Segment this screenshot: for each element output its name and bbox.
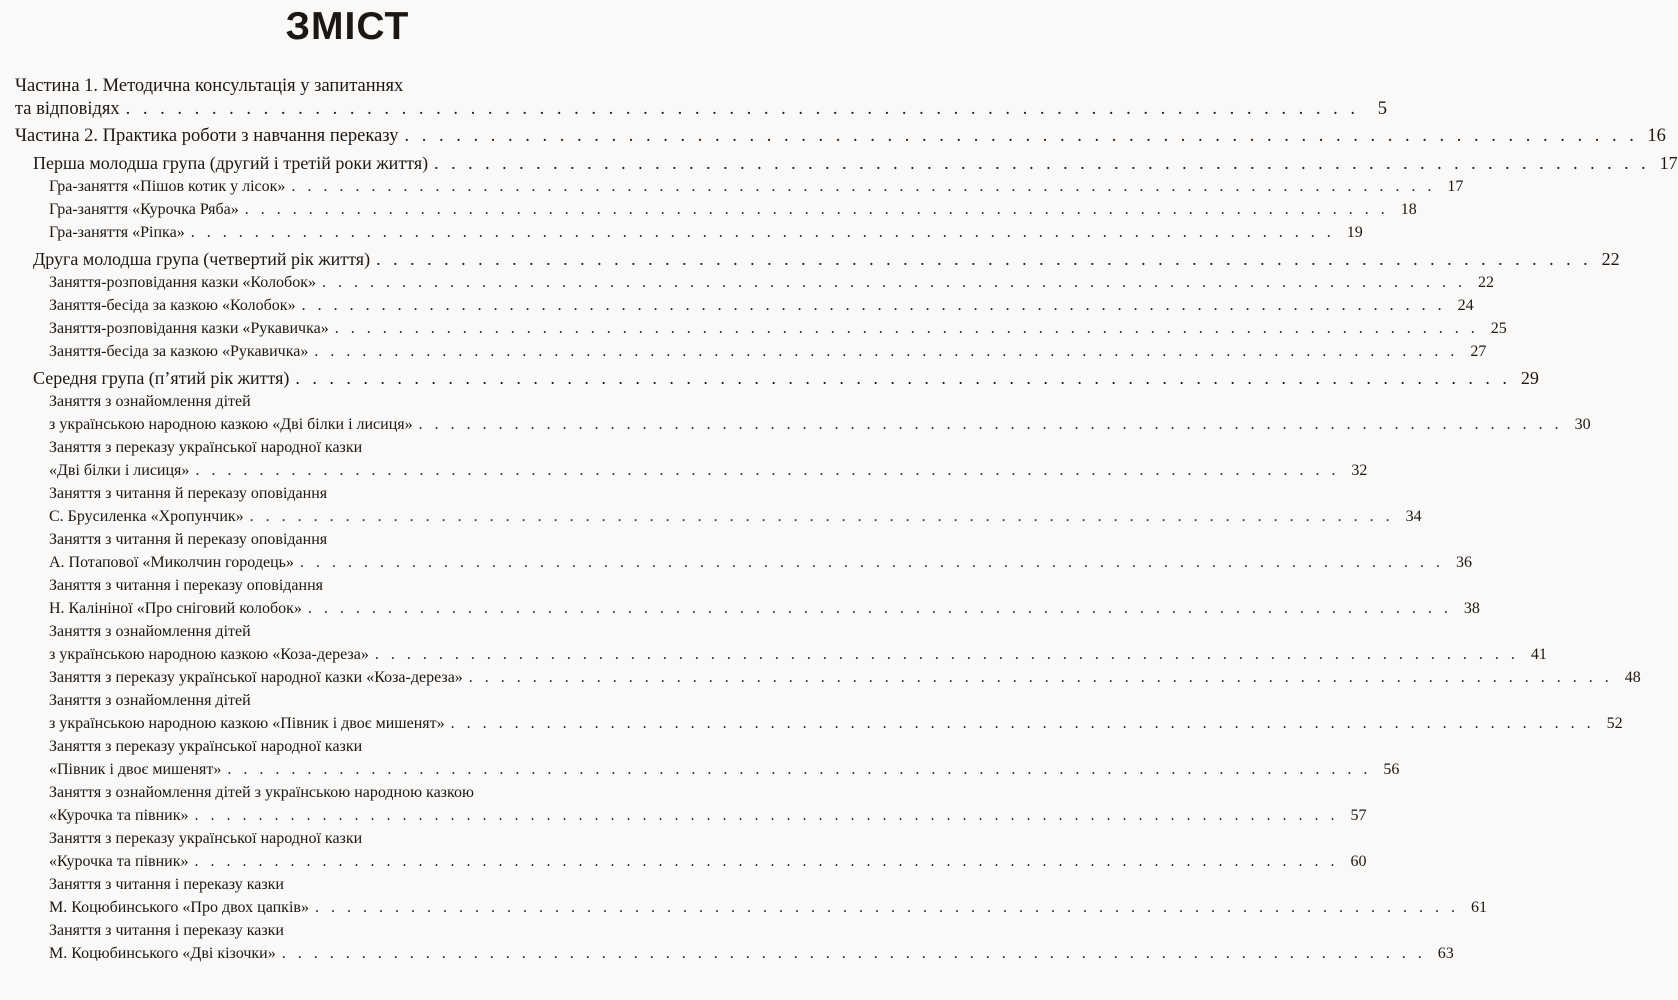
toc-entry (0, 175, 1464, 198)
toc-entry-title: Частина 2. Практика роботи з навчання переказу (15, 126, 399, 146)
toc-line (0, 643, 1547, 666)
toc-line (0, 873, 695, 896)
dot-leader: . . . . . . . . . . . . . . . . . . . . . . . . . . . . . . . . . . . . . . . . . . . . . . . . . . . . . . . . . . . . . . . . . . . . . . . . (301, 297, 1446, 314)
toc-entry-title: Заняття-розповідання казки «Рукавичка» (49, 320, 329, 337)
toc-entry-title: Заняття з читання і переказу казки (49, 876, 284, 893)
toc-line (0, 781, 695, 804)
toc-entry-title: Заняття з переказу української народної казки «Коза-дереза» (49, 669, 463, 686)
toc-page-number: 30 (1574, 416, 1591, 433)
toc-line (0, 221, 1363, 244)
toc-line (0, 827, 695, 850)
toc-line (0, 505, 1422, 528)
toc-entry-title: Гра-заняття «Ріпка» (49, 224, 185, 241)
page-title: ЗМІСТ (285, 5, 410, 48)
toc-entry-title: Частина 1. Методична консультація у запитаннях (15, 76, 404, 96)
dot-leader: . . . . . . . . . . . . . . . . . . . . . . . . . . . . . . . . . . . . . . . . . . . . . . . . . . . . . . . . . . . . . . . . . . . . . . . . (374, 646, 1519, 663)
toc-line (0, 436, 695, 459)
toc-entry (0, 367, 1539, 390)
toc-line (0, 919, 695, 942)
toc-entry-title: «Курочка та півник» (49, 853, 189, 870)
toc-page-number: 16 (1647, 126, 1666, 146)
toc-page-number: 41 (1530, 646, 1547, 663)
toc-line (0, 758, 1400, 781)
toc-entry (0, 689, 1623, 735)
toc-entry (0, 317, 1507, 340)
toc-entry-title: Заняття з читання й переказу оповідання (49, 485, 328, 502)
toc-entry-title: Перша молодша група (другий і третій роки життя) (33, 153, 429, 173)
toc-entry-title: з українською народною казкою «Дві білки і лисиця» (49, 416, 413, 433)
toc-line (0, 620, 695, 643)
toc-entry (0, 390, 1591, 436)
toc-line (0, 574, 695, 597)
toc-line (0, 850, 1367, 873)
toc-entry-title: з українською народною казкою «Коза-дереза» (49, 646, 369, 663)
toc-entry-title: Заняття з ознайомлення дітей (49, 623, 251, 640)
toc-entry-title: Гра-заняття «Пішов котик у лісок» (49, 178, 286, 195)
dot-leader: . . . . . . . . . . . . . . . . . . . . . . . . . . . . . . . . . . . . . . . . . . . . . . . . . . . . . . . . . . . . . . . . . . . . . . . . (418, 416, 1563, 433)
dot-leader: . . . . . . . . . . . . . . . . . . . . . . . . . . . . . . . . . . . . . . . . . . . . . . . . . . . . . . . . . . . . . . . . . . . . . . . . (321, 274, 1466, 291)
toc-page-number: 25 (1490, 320, 1507, 337)
toc-entry-title: Заняття з ознайомлення дітей (49, 393, 251, 410)
dot-leader: . . . . . . . . . . . . . . . . . . . . . . . . . . . . . . . . . . . . . . . . . . . . . . . . . . . . . . . . . . . . . . . . . . . . . . . . (291, 178, 1436, 195)
toc-line (0, 413, 1591, 436)
toc-line (0, 551, 1472, 574)
toc-entry (0, 294, 1474, 317)
toc-line (0, 942, 1454, 965)
toc-entry (0, 271, 1494, 294)
dot-leader: . . . . . . . . . . . . . . . . . . . . . . . . . . . . . . . . . . . . . . . . . . . . . . . . . . . . . . . . . . . . . . . . . . . . . . . . (376, 249, 1592, 269)
toc-entry (0, 75, 1388, 121)
toc-page-number: 60 (1350, 853, 1367, 870)
toc-entry (0, 620, 1547, 666)
dot-leader: . . . . . . . . . . . . . . . . . . . . . . . . . . . . . . . . . . . . . . . . . . . . . . . . . . . . . . . . . . . . . . . . . . . . . . . . (227, 761, 1372, 778)
toc-line (0, 125, 1666, 148)
toc-line (0, 367, 1539, 390)
dot-leader: . . . . . . . . . . . . . . . . . . . . . . . . . . . . . . . . . . . . . . . . . . . . . . . . . . . . . . . . . . . . . . . . . . . . . . . . (314, 343, 1459, 360)
toc-entry (0, 873, 1487, 919)
dot-leader: . . . . . . . . . . . . . . . . . . . . . . . . . . . . . . . . . . . . . . . . . . . . . . . . . . . . . . . . . . . . . . . . . . . . . . . . (334, 320, 1479, 337)
dot-leader: . . . . . . . . . . . . . . . . . . . . . . . . . . . . . . . . . . . . . . . . . . . . . . . . . . . . . . . . . . . . . . . . . . . . . . . . (281, 945, 1426, 962)
dot-leader: . . . . . . . . . . . . . . . . . . . . . . . . . . . . . . . . . . . . . . . . . . . . . . . . . . . . . . . . . . . . . . . . . . . . . . . . (434, 153, 1650, 173)
toc-entry (0, 574, 1480, 620)
toc-line (0, 735, 695, 758)
toc-entry (0, 666, 1641, 689)
toc-line (0, 712, 1623, 735)
toc-line (0, 294, 1474, 317)
toc-line (0, 271, 1494, 294)
toc-entry-title: Заняття з переказу української народної казки (49, 439, 363, 456)
toc-page-number: 17 (1659, 153, 1678, 173)
dot-leader: . . . . . . . . . . . . . . . . . . . . . . . . . . . . . . . . . . . . . . . . . . . . . . . . . . . . . . . . . . . . . . . . . . . . . . . . (194, 853, 1339, 870)
toc-line (0, 390, 695, 413)
toc-page-number: 18 (1400, 201, 1417, 218)
toc-page-number: 56 (1383, 761, 1400, 778)
toc-entry-title: Заняття з переказу української народної казки (49, 738, 363, 755)
toc-entry (0, 248, 1620, 271)
dot-leader: . . . . . . . . . . . . . . . . . . . . . . . . . . . . . . . . . . . . . . . . . . . . . . . . . . . . . . . . . . . . . . . . . . . . . . . . (299, 554, 1444, 571)
dot-leader: . . . . . . . . . . . . . . . . . . . . . . . . . . . . . . . . . . . . . . . . . . . . . . . . . . . . . . . . . . . . . . . . . . . . . . . . (244, 201, 1389, 218)
toc-entry-title: Середня група (п’ятий рік життя) (33, 368, 290, 388)
dot-leader: . . . . . . . . . . . . . . . . . . . . . . . . . . . . . . . . . . . . . . . . . . . . . . . . . . . . . . . . . . . . . . . . . . . . . . . . (190, 224, 1335, 241)
toc-page-number: 61 (1470, 899, 1487, 916)
toc-entry (0, 198, 1417, 221)
toc-line (0, 597, 1480, 620)
toc-entry (0, 152, 1678, 175)
toc-page-number: 32 (1351, 462, 1368, 479)
toc-line (0, 459, 1368, 482)
toc-line (0, 198, 1417, 221)
toc-page-number: 22 (1477, 274, 1494, 291)
dot-leader: . . . . . . . . . . . . . . . . . . . . . . . . . . . . . . . . . . . . . . . . . . . . . . . . . . . . . . . . . . . . . . . . . . . . . . . . (404, 126, 1638, 146)
toc-page-number: 19 (1346, 224, 1363, 241)
toc-line (0, 528, 695, 551)
toc-line (0, 152, 1678, 175)
dot-leader: . . . . . . . . . . . . . . . . . . . . . . . . . . . . . . . . . . . . . . . . . . . . . . . . . . . . . . . . . . . . . . . . . . . . . . . . (295, 368, 1511, 388)
toc-line (0, 689, 695, 712)
dot-leader: . . . . . . . . . . . . . . . . . . . . . . . . . . . . . . . . . . . . . . . . . . . . . . . . . . . . . . . . . . . . . . . . . . . . . . . . (468, 669, 1613, 686)
toc-entry-title: Заняття з читання і переказу оповідання (49, 577, 323, 594)
toc-entry-title: М. Коцюбинського «Дві кізочки» (49, 945, 276, 962)
toc-line (0, 317, 1507, 340)
toc-entry-title: Заняття з ознайомлення дітей з українською народною казкою (49, 784, 474, 801)
toc-entry (0, 436, 1368, 482)
toc-page-number: 63 (1437, 945, 1454, 962)
toc-page-number: 5 (1377, 99, 1388, 119)
toc-entry (0, 735, 1400, 781)
toc-entry-title: Заняття з переказу української народної казки (49, 830, 363, 847)
dot-leader: . . . . . . . . . . . . . . . . . . . . . . . . . . . . . . . . . . . . . . . . . . . . . . . . . . . . . . . . . . . . . . . . . . . . . . . . (249, 508, 1394, 525)
toc-page-number: 38 (1463, 600, 1480, 617)
dot-leader: . . . . . . . . . . . . . . . . . . . . . . . . . . . . . . . . . . . . . . . . . . . . . . . . . . . . . . . . . . . . . . . . . . . . . . . . (314, 899, 1459, 916)
toc-entry-title: Заняття з ознайомлення дітей (49, 692, 251, 709)
toc-entry (0, 340, 1487, 363)
toc-page-number: 24 (1457, 297, 1474, 314)
toc-page-number: 57 (1350, 807, 1367, 824)
toc-entry (0, 125, 1666, 148)
toc-entry-title: М. Коцюбинського «Про двох цапків» (49, 899, 309, 916)
toc-page-number: 17 (1447, 178, 1464, 195)
toc-entry-title: Заняття з читання й переказу оповідання (49, 531, 328, 548)
toc-entry-title: та відповідях (15, 99, 120, 119)
toc-line (0, 340, 1487, 363)
dot-leader: . . . . . . . . . . . . . . . . . . . . . . . . . . . . . . . . . . . . . . . . . . . . . . . . . . . . . . . . . . . . . . . . . . . . . . . . (195, 462, 1340, 479)
toc-entry-title: Заняття-розповідання казки «Колобок» (49, 274, 316, 291)
toc-entry (0, 919, 1454, 965)
toc-page-number: 36 (1455, 554, 1472, 571)
toc-page-number: 27 (1470, 343, 1487, 360)
toc-entry (0, 827, 1367, 873)
toc-entry-title: «Курочка та півник» (49, 807, 189, 824)
toc-entry-title: «Дві білки і лисиця» (49, 462, 190, 479)
toc-line (0, 666, 1641, 689)
toc-line (0, 75, 695, 98)
toc-entry-title: А. Потапової «Миколчин городець» (49, 554, 294, 571)
dot-leader: . . . . . . . . . . . . . . . . . . . . . . . . . . . . . . . . . . . . . . . . . . . . . . . . . . . . . . . . . . . . . . . . . . . . . . . . (194, 807, 1339, 824)
toc-entry (0, 221, 1363, 244)
table-of-contents (0, 75, 1678, 965)
toc-entry-title: Заняття з читання і переказу казки (49, 922, 284, 939)
toc-line (0, 482, 695, 505)
toc-entry-title: Н. Калініної «Про сніговий колобок» (49, 600, 302, 617)
toc-page-number: 22 (1601, 249, 1620, 269)
toc-entry-title: Заняття-бесіда за казкою «Рукавичка» (49, 343, 309, 360)
toc-entry (0, 781, 1367, 827)
dot-leader: . . . . . . . . . . . . . . . . . . . . . . . . . . . . . . . . . . . . . . . . . . . . . . . . . . . . . . . . . . . . . . . . . . . . . . . . (450, 715, 1595, 732)
toc-entry (0, 482, 1422, 528)
dot-leader: . . . . . . . . . . . . . . . . . . . . . . . . . . . . . . . . . . . . . . . . . . . . . . . . . . . . . . . . . . . . . . . . . . . . . . . . (307, 600, 1452, 617)
toc-line (0, 804, 1367, 827)
toc-entry-title: з українською народною казкою «Півник і двоє мишенят» (49, 715, 445, 732)
toc-line (0, 248, 1620, 271)
toc-page-number: 29 (1520, 368, 1539, 388)
toc-page-number: 34 (1405, 508, 1422, 525)
toc-entry (0, 528, 1472, 574)
dot-leader: . . . . . . . . . . . . . . . . . . . . . . . . . . . . . . . . . . . . . . . . . . . . . . . . . . . . . . . . . . . . . . . . . . . . . . . . (125, 99, 1360, 119)
toc-entry-title: С. Брусиленка «Хропунчик» (49, 508, 244, 525)
toc-entry-title: «Півник і двоє мишенят» (49, 761, 222, 778)
toc-line (0, 896, 1487, 919)
toc-page-number: 52 (1606, 715, 1623, 732)
toc-entry-title: Заняття-бесіда за казкою «Колобок» (49, 297, 296, 314)
toc-entry-title: Гра-заняття «Курочка Ряба» (49, 201, 239, 218)
toc-entry-title: Друга молодша група (четвертий рік життя) (33, 249, 371, 269)
toc-page-number: 48 (1624, 669, 1641, 686)
toc-line (0, 175, 1464, 198)
toc-line (0, 98, 1388, 121)
